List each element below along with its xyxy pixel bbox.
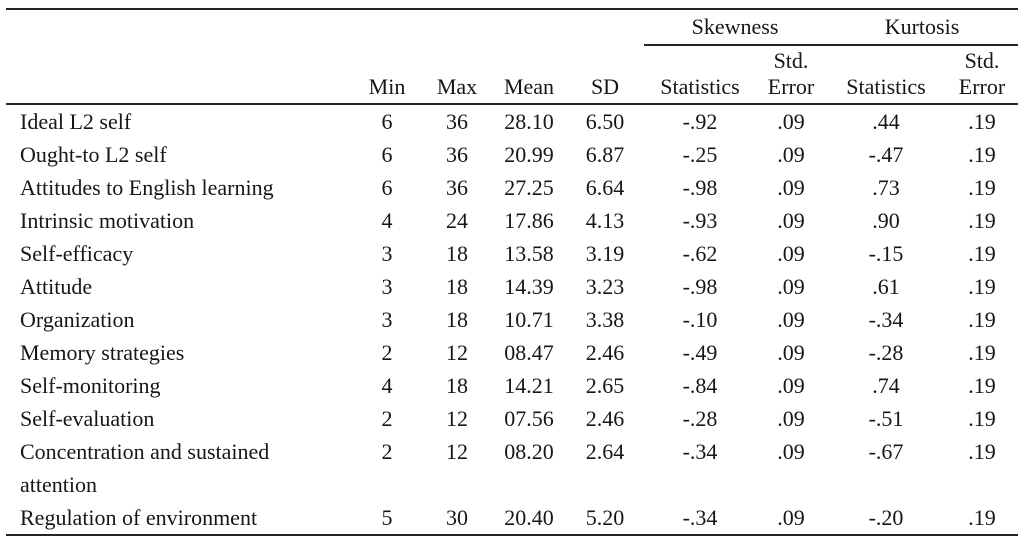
kurtosis-statistics-cell: .61 bbox=[872, 274, 900, 299]
skewness-std-error-cell: .09 bbox=[777, 241, 805, 266]
kurtosis-statistics-cell: -.28 bbox=[868, 340, 904, 365]
row-label-cell bbox=[6, 303, 352, 336]
mean-cell: 27.25 bbox=[504, 175, 554, 200]
min-cell: 3 bbox=[381, 307, 393, 332]
skewness-statistics-cell: -.98 bbox=[682, 175, 718, 200]
row-label-cell bbox=[6, 435, 352, 501]
kurtosis-std-error-column-header bbox=[946, 45, 1018, 104]
min-cell: 2 bbox=[381, 406, 393, 431]
skewness-group-header: Skewness bbox=[644, 9, 826, 45]
mean-cell: 20.99 bbox=[504, 142, 554, 167]
kurtosis-std-error-cell: .19 bbox=[968, 439, 996, 464]
sd-cell: 6.87 bbox=[585, 142, 625, 167]
sd-cell: 2.64 bbox=[585, 439, 625, 464]
row-label: Attitudes to English learning bbox=[20, 175, 274, 200]
row-label-cell bbox=[6, 237, 352, 270]
row-label: Intrinsic motivation bbox=[20, 208, 195, 233]
max-cell: 12 bbox=[446, 340, 468, 365]
min-cell: 6 bbox=[381, 175, 393, 200]
kurtosis-std-error-cell: .19 bbox=[968, 340, 996, 365]
table-row bbox=[6, 402, 1018, 435]
skewness-statistics-cell: -.84 bbox=[682, 373, 718, 398]
skewness-std-error-cell: .09 bbox=[777, 373, 805, 398]
table-row bbox=[6, 237, 1018, 270]
sd-cell: 3.38 bbox=[585, 307, 625, 332]
row-label: Organization bbox=[20, 307, 135, 332]
column-header-row bbox=[6, 45, 1018, 104]
skewness-std-error-cell: .09 bbox=[777, 175, 805, 200]
kurtosis-std-error-cell: .19 bbox=[968, 208, 996, 233]
mean-cell: 10.71 bbox=[504, 307, 554, 332]
row-label: Concentration and sustained attention bbox=[20, 439, 270, 497]
row-label: Regulation of environment bbox=[20, 505, 258, 530]
min-cell: 2 bbox=[381, 340, 393, 365]
kurtosis-statistics-cell: .74 bbox=[872, 373, 900, 398]
row-label-cell bbox=[6, 104, 352, 138]
row-label: Attitude bbox=[20, 274, 93, 299]
sd-cell: 6.64 bbox=[585, 175, 625, 200]
skewness-std-error-column-header bbox=[756, 45, 826, 104]
kurtosis-statistics-cell: -.67 bbox=[868, 439, 904, 464]
row-label-cell bbox=[6, 270, 352, 303]
mean-column-header: Mean bbox=[492, 45, 566, 104]
table-row bbox=[6, 435, 1018, 501]
table-row bbox=[6, 171, 1018, 204]
sd-cell: 6.50 bbox=[585, 109, 625, 134]
sd-cell: 4.13 bbox=[585, 208, 625, 233]
min-cell: 4 bbox=[381, 208, 393, 233]
std-label: Std. bbox=[773, 48, 809, 73]
kurtosis-std-error-cell: .19 bbox=[968, 109, 996, 134]
row-label-cell bbox=[6, 336, 352, 369]
kurtosis-std-error-cell: .19 bbox=[968, 175, 996, 200]
max-cell: 36 bbox=[446, 175, 468, 200]
min-cell: 6 bbox=[381, 142, 393, 167]
max-column-header: Max bbox=[422, 45, 492, 104]
mean-cell: 07.56 bbox=[504, 406, 554, 431]
sd-column-header: SD bbox=[566, 45, 644, 104]
row-label: Self-evaluation bbox=[20, 406, 155, 431]
group-header-row bbox=[6, 9, 1018, 45]
sd-cell: 3.19 bbox=[585, 241, 625, 266]
mean-cell: 14.21 bbox=[504, 373, 554, 398]
min-cell: 2 bbox=[381, 439, 393, 464]
kurtosis-statistics-cell: -.34 bbox=[868, 307, 904, 332]
table-row bbox=[6, 369, 1018, 402]
skewness-std-error-cell: .09 bbox=[777, 109, 805, 134]
skewness-std-error-cell: .09 bbox=[777, 142, 805, 167]
table-row bbox=[6, 104, 1018, 138]
row-label-cell bbox=[6, 369, 352, 402]
sd-cell: 3.23 bbox=[585, 274, 625, 299]
mean-cell: 17.86 bbox=[504, 208, 554, 233]
skewness-statistics-cell: -.92 bbox=[682, 109, 718, 134]
std-label: Std. bbox=[964, 48, 1000, 73]
skewness-statistics-cell: -.93 bbox=[682, 208, 718, 233]
row-label: Self-monitoring bbox=[20, 373, 161, 398]
table-row bbox=[6, 138, 1018, 171]
max-cell: 18 bbox=[446, 241, 468, 266]
skewness-std-error-cell: .09 bbox=[777, 340, 805, 365]
skewness-statistics-cell: -.49 bbox=[682, 340, 718, 365]
skewness-std-error-cell: .09 bbox=[777, 307, 805, 332]
group-header-spacer bbox=[6, 9, 644, 45]
kurtosis-statistics-cell: -.15 bbox=[868, 241, 904, 266]
row-label-column-header bbox=[6, 45, 352, 104]
kurtosis-std-error-cell: .19 bbox=[968, 274, 996, 299]
max-cell: 18 bbox=[446, 274, 468, 299]
kurtosis-statistics-column-header: Statistics bbox=[826, 45, 946, 104]
mean-cell: 08.20 bbox=[504, 439, 554, 464]
table-body bbox=[6, 104, 1018, 535]
sd-cell: 2.46 bbox=[585, 340, 625, 365]
descriptive-statistics-table bbox=[6, 8, 1018, 536]
row-label-cell bbox=[6, 138, 352, 171]
sd-cell: 5.20 bbox=[585, 505, 625, 530]
skewness-statistics-cell: -.10 bbox=[682, 307, 718, 332]
skewness-statistics-cell: -.98 bbox=[682, 274, 718, 299]
error-label: Error bbox=[767, 74, 815, 99]
kurtosis-statistics-cell: -.20 bbox=[868, 505, 904, 530]
row-label: Self-efficacy bbox=[20, 241, 134, 266]
row-label: Ideal L2 self bbox=[20, 109, 132, 134]
kurtosis-std-error-cell: .19 bbox=[968, 505, 996, 530]
kurtosis-statistics-cell: .90 bbox=[872, 208, 900, 233]
max-cell: 36 bbox=[446, 142, 468, 167]
table-row bbox=[6, 204, 1018, 237]
table-header bbox=[6, 9, 1018, 104]
kurtosis-statistics-cell: -.47 bbox=[868, 142, 904, 167]
skewness-std-error-cell: .09 bbox=[777, 208, 805, 233]
skewness-statistics-cell: -.25 bbox=[682, 142, 718, 167]
kurtosis-std-error-cell: .19 bbox=[968, 142, 996, 167]
table-row bbox=[6, 270, 1018, 303]
skewness-std-error-cell: .09 bbox=[777, 505, 805, 530]
kurtosis-group-header: Kurtosis bbox=[826, 9, 1018, 45]
max-cell: 12 bbox=[446, 406, 468, 431]
row-label: Memory strategies bbox=[20, 340, 185, 365]
skewness-statistics-column-header: Statistics bbox=[644, 45, 756, 104]
min-cell: 3 bbox=[381, 274, 393, 299]
table-row bbox=[6, 336, 1018, 369]
kurtosis-statistics-cell: .44 bbox=[872, 109, 900, 134]
kurtosis-std-error-cell: .19 bbox=[968, 373, 996, 398]
mean-cell: 14.39 bbox=[504, 274, 554, 299]
row-label: Ought-to L2 self bbox=[20, 142, 167, 167]
row-label-cell bbox=[6, 402, 352, 435]
row-label-cell bbox=[6, 204, 352, 237]
table-row bbox=[6, 501, 1018, 535]
max-cell: 24 bbox=[446, 208, 468, 233]
skewness-std-error-cell: .09 bbox=[777, 274, 805, 299]
mean-cell: 08.47 bbox=[504, 340, 554, 365]
mean-cell: 13.58 bbox=[504, 241, 554, 266]
skewness-statistics-cell: -.34 bbox=[682, 439, 718, 464]
kurtosis-std-error-cell: .19 bbox=[968, 406, 996, 431]
skewness-statistics-cell: -.34 bbox=[682, 505, 718, 530]
skewness-statistics-cell: -.28 bbox=[682, 406, 718, 431]
kurtosis-std-error-cell: .19 bbox=[968, 307, 996, 332]
min-cell: 3 bbox=[381, 241, 393, 266]
kurtosis-statistics-cell: -.51 bbox=[868, 406, 904, 431]
max-cell: 18 bbox=[446, 373, 468, 398]
max-cell: 12 bbox=[446, 439, 468, 464]
max-cell: 36 bbox=[446, 109, 468, 134]
table-row bbox=[6, 303, 1018, 336]
row-label-cell bbox=[6, 501, 352, 535]
sd-cell: 2.46 bbox=[585, 406, 625, 431]
kurtosis-std-error-cell: .19 bbox=[968, 241, 996, 266]
min-column-header: Min bbox=[352, 45, 422, 104]
min-cell: 6 bbox=[381, 109, 393, 134]
error-label: Error bbox=[958, 74, 1006, 99]
skewness-statistics-cell: -.62 bbox=[682, 241, 718, 266]
sd-cell: 2.65 bbox=[585, 373, 625, 398]
min-cell: 4 bbox=[381, 373, 393, 398]
kurtosis-statistics-cell: .73 bbox=[872, 175, 900, 200]
max-cell: 30 bbox=[446, 505, 468, 530]
max-cell: 18 bbox=[446, 307, 468, 332]
min-cell: 5 bbox=[381, 505, 393, 530]
row-label-cell bbox=[6, 171, 352, 204]
skewness-std-error-cell: .09 bbox=[777, 406, 805, 431]
mean-cell: 20.40 bbox=[504, 505, 554, 530]
mean-cell: 28.10 bbox=[504, 109, 554, 134]
skewness-std-error-cell: .09 bbox=[777, 439, 805, 464]
